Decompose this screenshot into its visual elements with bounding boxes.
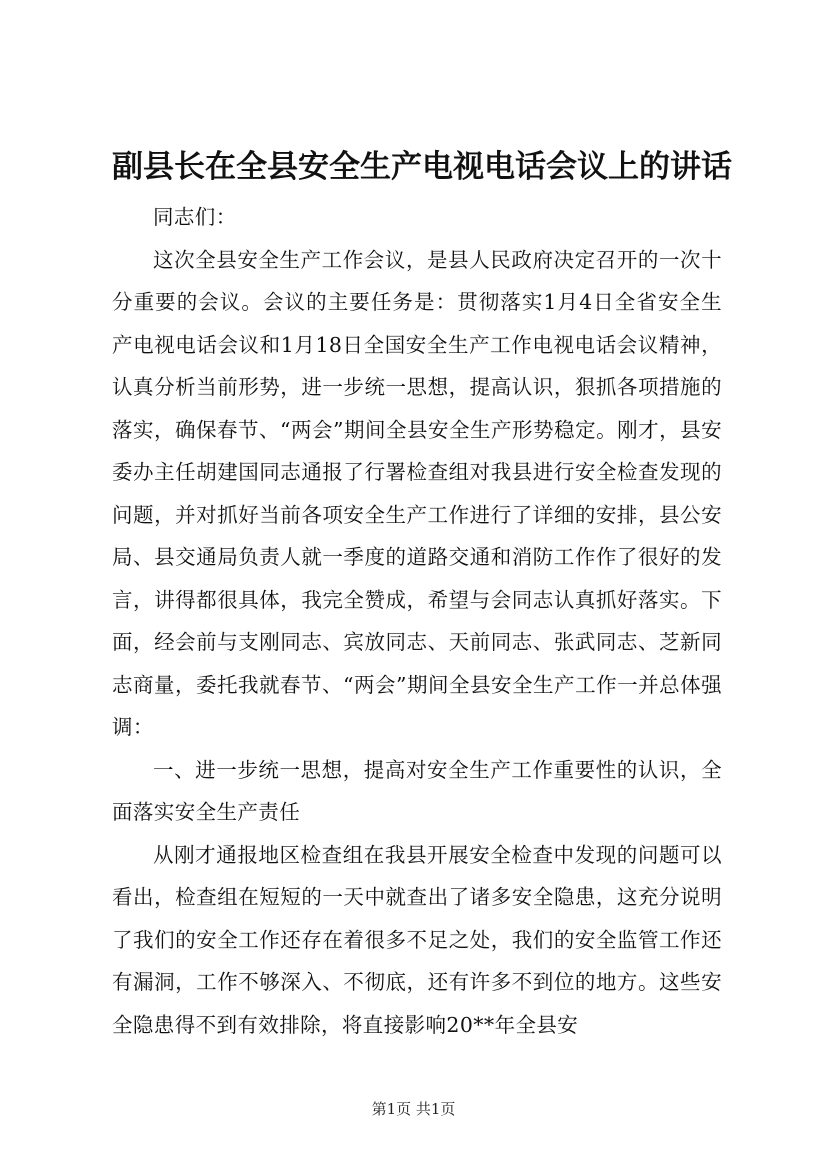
intro-paragraph: 这次全县安全生产工作会议，是县人民政府决定召开的一次十分重要的会议。会议的主要任务是：贯彻落实1月4日全省安全生产电视电话会议和1月18日全国安全生产工作电视电话会议精神，认真分析当前形势，进一步统一思想，提高认识，狠抓各项措施的落实，确保春节、“两会”期间全县安全生产形势稳定。刚才，县安委办主任胡建国同志通报了行署检查组对我县进行安全检查发现的问题，并对抓好当前各项安全生产工作进行了详细的安排，县公安局、县交通局负责人就一季度的道路交通和消防工作作了很好的发言，讲得都很具体，我完全赞成，希望与会同志认真抓好落实。下面，经会前与支刚同志、宾放同志、天前同志、张武同志、芝新同志商量，委托我就春节、“两会”期间全县安全生产工作一并总体强调： <box>112 247 722 739</box>
body-paragraph: 从刚才通报地区检查组在我县开展安全检查中发现的问题可以看出，检查组在短短的一天中就查出了诸多安全隐患，这充分说明了我们的安全工作还存在着很多不足之处，我们的安全监管工作还有漏洞，工作不够深入、不彻底，还有许多不到位的地方。这些安全隐患得不到有效排除，将直接影响20**年全县安 <box>112 842 722 1037</box>
document-title: 副县长在全县安全生产电视电话会议上的讲话 <box>112 149 732 185</box>
page-number-footer: 第1页 共1页 <box>371 1100 456 1118</box>
salutation-paragraph: 同志们： <box>153 205 237 229</box>
document-body <box>112 196 722 1046</box>
section-heading-1: 一、进一步统一思想，提高对安全生产工作重要性的认识，全面落实安全生产责任 <box>112 757 722 824</box>
